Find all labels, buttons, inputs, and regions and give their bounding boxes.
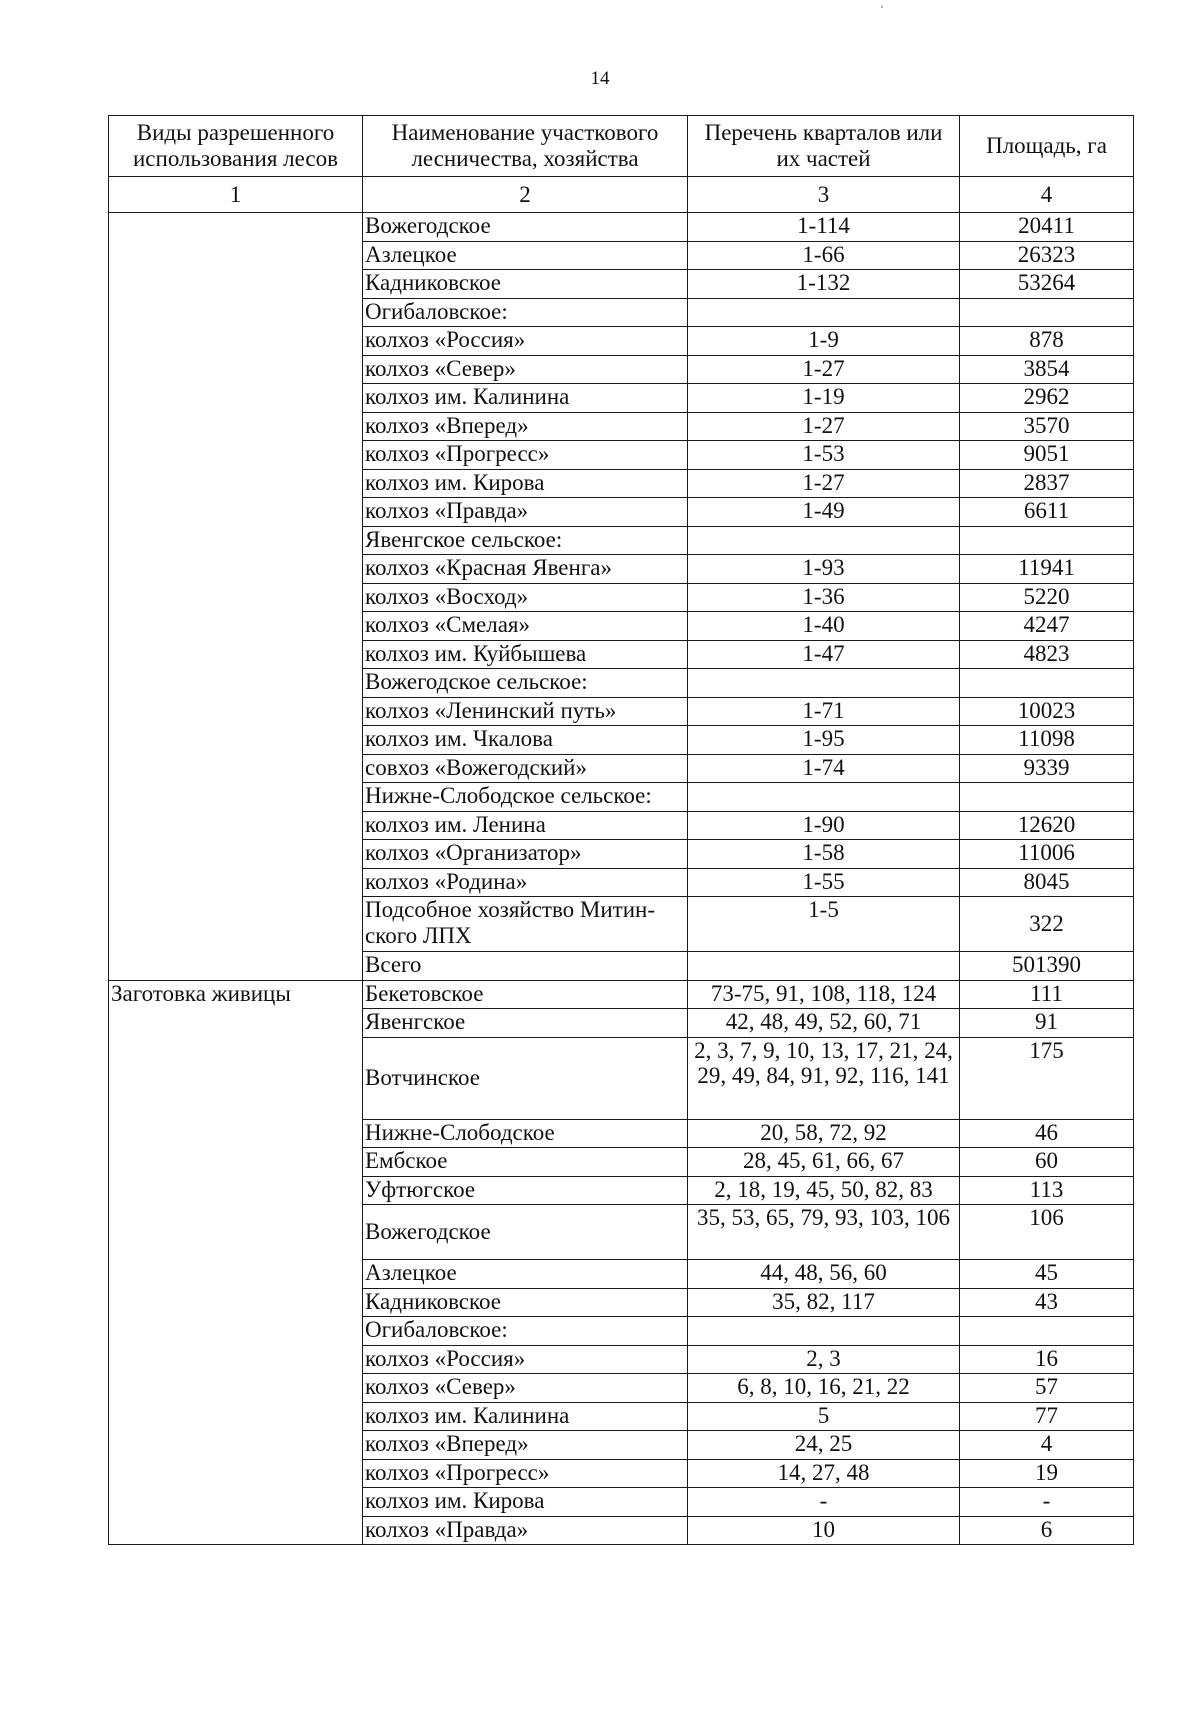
cell-quarters: [688, 298, 960, 327]
cell-forestry-name: Вожегодское сельское:: [363, 669, 688, 698]
cell-forestry-name: Огибаловское:: [363, 1317, 688, 1346]
cell-forestry-name: колхоз «Вперед»: [363, 1431, 688, 1460]
cell-area: 4247: [960, 612, 1134, 641]
cell-quarters: 5: [688, 1402, 960, 1431]
cell-quarters: 1-58: [688, 840, 960, 869]
cell-use-type: [109, 840, 363, 869]
cell-area: -: [960, 1488, 1134, 1517]
cell-area: 5220: [960, 583, 1134, 612]
cell-use-type: [109, 697, 363, 726]
cell-area: 9051: [960, 441, 1134, 470]
table-row: [109, 469, 1134, 498]
cell-use-type: [109, 1402, 363, 1431]
table-row: [109, 1516, 1134, 1545]
header-use-type: Виды разрешенного использования лесов: [109, 116, 363, 177]
cell-area: 8045: [960, 868, 1134, 897]
cell-forestry-name: Азлецкое: [363, 241, 688, 270]
cell-forestry-name: колхоз «Смелая»: [363, 612, 688, 641]
cell-use-type: [109, 355, 363, 384]
table-row: [109, 783, 1134, 812]
cell-forestry-name: Кадниковское: [363, 1288, 688, 1317]
cell-use-type: [109, 726, 363, 755]
cell-use-type: [109, 1317, 363, 1346]
cell-use-type: [109, 583, 363, 612]
column-number: 1: [109, 177, 363, 213]
cell-area: 45: [960, 1260, 1134, 1289]
cell-area: 57: [960, 1374, 1134, 1403]
cell-forestry-name: Вожегодское: [363, 213, 688, 242]
cell-forestry-name: колхоз «Прогресс»: [363, 1459, 688, 1488]
cell-area: 3854: [960, 355, 1134, 384]
table-row: [109, 811, 1134, 840]
header-area: Площадь, га: [960, 116, 1134, 177]
cell-quarters: 1-40: [688, 612, 960, 641]
cell-area: [960, 526, 1134, 555]
cell-use-type: [109, 412, 363, 441]
page-number: 14: [590, 68, 610, 89]
cell-area: 43: [960, 1288, 1134, 1317]
cell-forestry-name: Подсобное хозяйство Митин-ского ЛПХ: [363, 897, 688, 952]
cell-use-type: [109, 640, 363, 669]
cell-area: [960, 669, 1134, 698]
cell-quarters: 35, 82, 117: [688, 1288, 960, 1317]
table-row: [109, 640, 1134, 669]
cell-use-type: [109, 1431, 363, 1460]
cell-area: 12620: [960, 811, 1134, 840]
cell-area: 77: [960, 1402, 1134, 1431]
cell-area: 2962: [960, 384, 1134, 413]
cell-quarters: 1-27: [688, 412, 960, 441]
cell-forestry-name: Уфтюгское: [363, 1176, 688, 1205]
cell-area: 46: [960, 1119, 1134, 1148]
cell-use-type: [109, 783, 363, 812]
cell-quarters: [688, 526, 960, 555]
table-row: [109, 270, 1134, 299]
cell-quarters: 1-19: [688, 384, 960, 413]
cell-quarters: 28, 45, 61, 66, 67: [688, 1148, 960, 1177]
table-row: [109, 1009, 1134, 1038]
cell-quarters: 6, 8, 10, 16, 21, 22: [688, 1374, 960, 1403]
cell-use-type: [109, 1037, 363, 1119]
cell-area: 20411: [960, 213, 1134, 242]
cell-use-type: Заготовка живицы: [109, 980, 363, 1009]
cell-quarters: 2, 3: [688, 1345, 960, 1374]
table-row: [109, 498, 1134, 527]
table-row: [109, 526, 1134, 555]
cell-quarters: 73-75, 91, 108, 118, 124: [688, 980, 960, 1009]
cell-area: 11941: [960, 555, 1134, 584]
cell-forestry-name: колхоз «Родина»: [363, 868, 688, 897]
forest-use-table: [108, 115, 1134, 1545]
cell-quarters: 35, 53, 65, 79, 93, 103, 106: [688, 1205, 960, 1260]
cell-area: [960, 783, 1134, 812]
cell-forestry-name: колхоз «Север»: [363, 1374, 688, 1403]
cell-forestry-name: Нижне-Слободское: [363, 1119, 688, 1148]
cell-forestry-name: колхоз им. Калинина: [363, 1402, 688, 1431]
cell-quarters: -: [688, 1488, 960, 1517]
cell-forestry-name: колхоз «Восход»: [363, 583, 688, 612]
cell-quarters: 1-47: [688, 640, 960, 669]
table-row: [109, 1317, 1134, 1346]
cell-area: 53264: [960, 270, 1134, 299]
table-row: [109, 412, 1134, 441]
table-row: [109, 1402, 1134, 1431]
cell-use-type: [109, 270, 363, 299]
cell-area: 26323: [960, 241, 1134, 270]
cell-area: 322: [960, 897, 1134, 952]
table-row: [109, 1205, 1134, 1260]
cell-forestry-name: колхоз им. Калинина: [363, 384, 688, 413]
table-row: [109, 213, 1134, 242]
cell-forestry-name: колхоз «Россия»: [363, 1345, 688, 1374]
cell-forestry-name: Вожегодское: [363, 1205, 688, 1260]
cell-area: 16: [960, 1345, 1134, 1374]
cell-forestry-name: Кадниковское: [363, 270, 688, 299]
cell-forestry-name: колхоз им. Кирова: [363, 469, 688, 498]
table-row: [109, 1374, 1134, 1403]
table-row: [109, 697, 1134, 726]
cell-forestry-name: Всего: [363, 952, 688, 981]
cell-forestry-name: совхоз «Вожегодский»: [363, 754, 688, 783]
cell-forestry-name: колхоз им. Кирова: [363, 1488, 688, 1517]
cell-area: 2837: [960, 469, 1134, 498]
cell-use-type: [109, 384, 363, 413]
cell-forestry-name: Явенгское сельское:: [363, 526, 688, 555]
column-number: 4: [960, 177, 1134, 213]
cell-quarters: [688, 783, 960, 812]
table-row: [109, 241, 1134, 270]
cell-use-type: [109, 669, 363, 698]
cell-forestry-name: колхоз «Прогресс»: [363, 441, 688, 470]
cell-use-type: [109, 1176, 363, 1205]
cell-use-type: [109, 1345, 363, 1374]
cell-use-type: [109, 298, 363, 327]
cell-quarters: [688, 952, 960, 981]
table-row: [109, 669, 1134, 698]
cell-forestry-name: Огибаловское:: [363, 298, 688, 327]
cell-forestry-name: Бекетовское: [363, 980, 688, 1009]
cell-area: 10023: [960, 697, 1134, 726]
cell-area: 106: [960, 1205, 1134, 1260]
cell-use-type: [109, 811, 363, 840]
cell-area: 11098: [960, 726, 1134, 755]
cell-forestry-name: Нижне-Слободское сельское:: [363, 783, 688, 812]
cell-use-type: [109, 897, 363, 952]
cell-quarters: 1-66: [688, 241, 960, 270]
cell-quarters: 44, 48, 56, 60: [688, 1260, 960, 1289]
cell-use-type: [109, 1459, 363, 1488]
table-row: [109, 980, 1134, 1009]
table-row: [109, 298, 1134, 327]
cell-quarters: 1-114: [688, 213, 960, 242]
cell-quarters: 1-93: [688, 555, 960, 584]
cell-use-type: [109, 441, 363, 470]
cell-forestry-name: колхоз «Красная Явенга»: [363, 555, 688, 584]
cell-area: 19: [960, 1459, 1134, 1488]
table-row: [109, 1148, 1134, 1177]
cell-quarters: 24, 25: [688, 1431, 960, 1460]
cell-quarters: 14, 27, 48: [688, 1459, 960, 1488]
cell-forestry-name: колхоз «Россия»: [363, 327, 688, 356]
cell-quarters: 1-36: [688, 583, 960, 612]
cell-area: 501390: [960, 952, 1134, 981]
cell-quarters: [688, 1317, 960, 1346]
table-row: [109, 1037, 1134, 1119]
cell-area: [960, 298, 1134, 327]
cell-use-type: [109, 1374, 363, 1403]
cell-quarters: 1-27: [688, 355, 960, 384]
cell-forestry-name: колхоз «Ленинский путь»: [363, 697, 688, 726]
table-row: [109, 868, 1134, 897]
cell-use-type: [109, 868, 363, 897]
cell-quarters: 2, 18, 19, 45, 50, 82, 83: [688, 1176, 960, 1205]
cell-forestry-name: колхоз «Правда»: [363, 498, 688, 527]
cell-area: 9339: [960, 754, 1134, 783]
cell-quarters: 1-5: [688, 897, 960, 952]
cell-quarters: 1-95: [688, 726, 960, 755]
cell-quarters: 1-55: [688, 868, 960, 897]
cell-use-type: [109, 498, 363, 527]
cell-quarters: 1-90: [688, 811, 960, 840]
cell-use-type: [109, 555, 363, 584]
table-row: [109, 1345, 1134, 1374]
cell-area: 60: [960, 1148, 1134, 1177]
cell-area: 6611: [960, 498, 1134, 527]
cell-use-type: [109, 1009, 363, 1038]
cell-quarters: 10: [688, 1516, 960, 1545]
cell-use-type: [109, 612, 363, 641]
cell-area: 11006: [960, 840, 1134, 869]
scan-mark: ʻ: [880, 2, 884, 16]
cell-area: 113: [960, 1176, 1134, 1205]
header-quarters-list: Перечень кварталов или их частей: [688, 116, 960, 177]
table-row: [109, 441, 1134, 470]
table-row: [109, 555, 1134, 584]
header-forestry-name: Наименование участкового лесничества, хозяйства: [363, 116, 688, 177]
cell-quarters: 1-49: [688, 498, 960, 527]
table-row: [109, 327, 1134, 356]
cell-quarters: 2, 3, 7, 9, 10, 13, 17, 21, 24, 29, 49, 84, 91, 92, 116, 141: [688, 1037, 960, 1119]
cell-use-type: [109, 754, 363, 783]
cell-quarters: 1-9: [688, 327, 960, 356]
cell-use-type: [109, 241, 363, 270]
cell-quarters: 1-74: [688, 754, 960, 783]
cell-area: 6: [960, 1516, 1134, 1545]
cell-forestry-name: Вотчинское: [363, 1037, 688, 1119]
cell-forestry-name: колхоз им. Куйбышева: [363, 640, 688, 669]
cell-use-type: [109, 213, 363, 242]
table-row: [109, 1260, 1134, 1289]
column-number-row: [109, 177, 1134, 213]
table-row: [109, 355, 1134, 384]
cell-use-type: [109, 526, 363, 555]
cell-use-type: [109, 1148, 363, 1177]
table-row: [109, 1488, 1134, 1517]
cell-use-type: [109, 952, 363, 981]
cell-use-type: [109, 1488, 363, 1517]
cell-area: [960, 1317, 1134, 1346]
cell-forestry-name: колхоз им. Чкалова: [363, 726, 688, 755]
column-number: 2: [363, 177, 688, 213]
table-body: [109, 213, 1134, 1545]
table-row: [109, 612, 1134, 641]
cell-forestry-name: Явенгское: [363, 1009, 688, 1038]
cell-area: 91: [960, 1009, 1134, 1038]
cell-area: 111: [960, 980, 1134, 1009]
cell-quarters: [688, 669, 960, 698]
cell-forestry-name: колхоз «Организатор»: [363, 840, 688, 869]
cell-forestry-name: колхоз «Вперед»: [363, 412, 688, 441]
cell-quarters: 1-71: [688, 697, 960, 726]
table-row: [109, 1288, 1134, 1317]
cell-use-type: [109, 1119, 363, 1148]
cell-area: 175: [960, 1037, 1134, 1119]
column-number: 3: [688, 177, 960, 213]
table-row: [109, 840, 1134, 869]
table-row: [109, 754, 1134, 783]
cell-area: 4823: [960, 640, 1134, 669]
table-row: [109, 1431, 1134, 1460]
cell-use-type: [109, 1288, 363, 1317]
cell-forestry-name: Азлецкое: [363, 1260, 688, 1289]
cell-use-type: [109, 1205, 363, 1260]
cell-area: 878: [960, 327, 1134, 356]
cell-forestry-name: колхоз «Правда»: [363, 1516, 688, 1545]
cell-forestry-name: колхоз им. Ленина: [363, 811, 688, 840]
cell-quarters: 1-132: [688, 270, 960, 299]
cell-use-type: [109, 469, 363, 498]
cell-use-type: [109, 1260, 363, 1289]
table-row: [109, 897, 1134, 952]
cell-use-type: [109, 1516, 363, 1545]
table-row: [109, 384, 1134, 413]
cell-use-type: [109, 327, 363, 356]
cell-quarters: 20, 58, 72, 92: [688, 1119, 960, 1148]
cell-quarters: 1-27: [688, 469, 960, 498]
table-row: [109, 726, 1134, 755]
header-row: [109, 116, 1134, 177]
table-row: [109, 583, 1134, 612]
cell-area: 3570: [960, 412, 1134, 441]
cell-quarters: 42, 48, 49, 52, 60, 71: [688, 1009, 960, 1038]
cell-quarters: 1-53: [688, 441, 960, 470]
table-row: [109, 952, 1134, 981]
table-row: [109, 1176, 1134, 1205]
cell-forestry-name: колхоз «Север»: [363, 355, 688, 384]
cell-forestry-name: Ембское: [363, 1148, 688, 1177]
table-row: [109, 1119, 1134, 1148]
cell-area: 4: [960, 1431, 1134, 1460]
table-row: [109, 1459, 1134, 1488]
